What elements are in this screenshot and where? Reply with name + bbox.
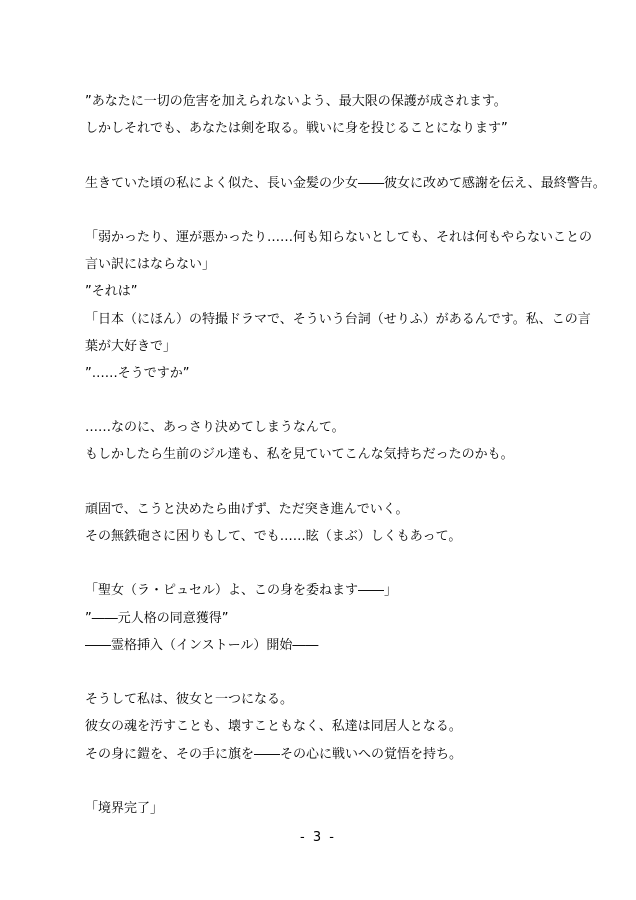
- paragraph-gap: [85, 387, 565, 414]
- text-line: 「日本（にほん）の特撮ドラマで、そういう台詞（せりふ）があるんです。私、この言: [85, 311, 591, 327]
- paragraph: [85, 224, 593, 387]
- document-body: [85, 88, 606, 822]
- text-line: ”それは”: [85, 284, 138, 300]
- paragraph: [85, 577, 565, 659]
- paragraph: [85, 795, 565, 822]
- paragraph: [85, 88, 565, 142]
- paragraph-gap: [85, 142, 565, 169]
- text-line: ”あなたに一切の危害を加えられないよう、最大限の保護が成されます。: [85, 94, 507, 109]
- page-number: - 3 -: [300, 830, 336, 845]
- text-line: ――霊格挿入（インストール）開始――: [85, 637, 319, 653]
- text-line: その身に鎧を、その手に旗を――その心に戦いへの覚悟を持ち。: [85, 746, 463, 762]
- text-line: 「境界完了」: [85, 800, 164, 816]
- paragraph-gap: [85, 659, 565, 686]
- paragraph: [85, 496, 565, 550]
- text-line: もしかしたら生前のジル達も、私を見ていてこんな気持ちだったのかも。: [85, 447, 514, 463]
- paragraph-gap: [85, 550, 565, 577]
- paragraph: [85, 170, 606, 197]
- paragraph: [85, 414, 565, 468]
- paragraph-gap: [85, 197, 565, 224]
- text-line: その無鉄砲さに困りもして、でも……眩（まぶ）しくもあって。: [85, 529, 462, 544]
- text-line: ……なのに、あっさり決めてしまうなんて。: [85, 420, 345, 436]
- text-line: 葉が大好きで」: [85, 338, 177, 354]
- text-line: 頑固で、こうと決めたら曲げず、ただ突き進んでいく。: [85, 501, 409, 517]
- text-line: 彼女の魂を汚すことも、壊すこともなく、私達は同居人となる。: [85, 719, 462, 735]
- text-line: 「弱かったり、運が悪かったり……何も知らないとしても、それは何もやらないことの: [85, 229, 593, 245]
- paragraph: [85, 686, 565, 768]
- text-line: ”……そうですか”: [85, 365, 190, 381]
- paragraph-gap: [85, 469, 565, 496]
- text-line: 言い訳にはならない」: [85, 257, 216, 273]
- text-line: そうして私は、彼女と一つになる。: [85, 692, 294, 708]
- text-line: しかしそれでも、あなたは剣を取る。戦いに身を投じることになります”: [85, 121, 508, 137]
- text-line: ”――元人格の同意獲得”: [85, 610, 229, 626]
- text-line: 「聖女（ラ・ピュセル）よ、この身を委ねます――」: [85, 583, 398, 599]
- text-line: 生きていた頃の私によく似た、長い金髪の少女――彼女に改めて感謝を伝え、最終警告。: [85, 175, 606, 191]
- paragraph-gap: [85, 768, 565, 795]
